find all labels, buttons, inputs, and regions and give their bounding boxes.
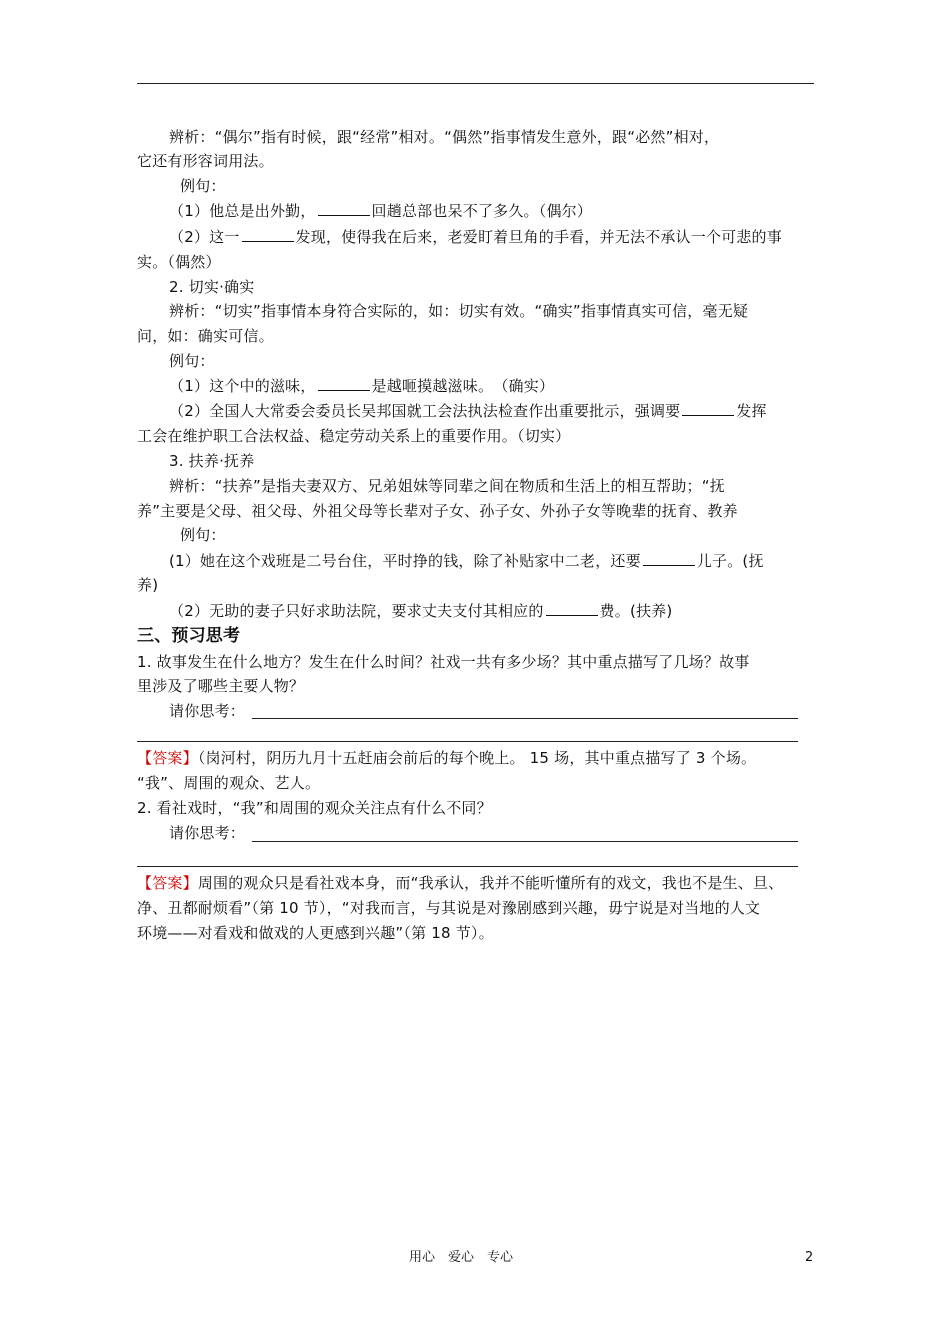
example-sentence [169,375,554,397]
answer-input-line[interactable] [137,866,798,867]
sentence-text: （2）无助的妻子只好求助法院，要求丈夫支付其相应的 [169,602,544,620]
fill-blank[interactable] [546,601,598,616]
example-sentence [169,200,592,222]
sentence-text: （1）他总是出外勤， [169,202,316,220]
sentence-text: (1）她在这个戏班是二号台住，平时挣的钱，除了补贴家中二老，还要 [169,552,641,570]
answer-input-line[interactable] [252,841,798,842]
sentence-text: 发挥 [736,402,767,420]
example-sentence [169,550,764,572]
example-sentence [169,226,782,248]
word-pair-title: 2. 切实·确实 [169,278,255,296]
sentence-text: （1）这个中的滋味， [169,377,316,395]
analysis-line: 它还有形容词用法。 [137,152,274,170]
think-prompt: 请你思考： [169,702,246,720]
header-rule [137,83,814,84]
sentence-text: 回趟总部也呆不了多久。（偶尔） [371,202,593,220]
question: 2. 看社戏时，“我”和周围的观众关注点有什么不同？ [137,799,492,817]
answer-text: “我”、周围的观众、艺人。 [137,774,321,792]
fill-blank[interactable] [682,401,734,416]
fill-blank[interactable] [318,376,370,391]
answer-content: （岗河村，阴历九月十五赶庙会前后的每个晚上。 15 场，其中重点描写了 3 个场。 [197,749,757,767]
sentence-text: 发现，使得我在后来，老爱盯着旦角的手看，并无法不承认一个可悲的事 [295,228,782,246]
example-sentence: 实。（偶然） [137,253,221,271]
sentence-text: 是越咂摸越滋味。 （确实） [371,377,555,395]
analysis-line: 辨析：“切实”指事情本身符合实际的，如：切实有效。“确实”指事情真实可信，毫无疑 [169,302,749,320]
analysis-line: 辨析：“扶养”是指夫妻双方、兄弟姐妹等同辈之间在物质和生活上的相互帮助；“抚 [169,477,725,495]
fill-blank[interactable] [643,551,695,566]
example-sentence [169,400,767,422]
word-pair-title: 3. 扶养·抚养 [169,452,255,470]
fill-blank[interactable] [318,201,370,216]
answer-content: 周围的观众只是看社戏本身，而“我承认，我并不能听懂所有的戏文，我也不是生、旦、 [197,874,784,892]
answer-text: 净、丑都耐烦看”（第 10 节），“对我而言，与其说是对豫剧感到兴趣，毋宁说是对当地的人文 [137,899,761,917]
section-heading: 三、预习思考 [137,626,241,646]
sentence-text: 费。(扶养) [599,602,673,620]
answer-text [137,872,783,894]
answer-text: 环境——对看戏和做戏的人更感到兴趣”（第 18 节）。 [137,924,494,942]
footer-slogan: 用心 爱心 专心 [409,1250,514,1265]
analysis-line: 问，如：确实可信。 [137,327,274,345]
sentence-text: （2）全国人大常委会委员长吴邦国就工会法执法检查作出重要批示，强调要 [169,402,681,420]
example-label: 例句： [169,352,215,370]
example-label: 例句： [180,177,226,195]
example-sentence: 养) [137,576,159,594]
answer-tag: 【答案】 [137,749,198,767]
answer-input-line[interactable] [137,741,798,742]
answer-text [137,747,756,769]
answer-tag: 【答案】 [137,874,198,892]
example-sentence: 工会在维护职工合法权益、稳定劳动关系上的重要作用。（切实） [137,427,571,445]
question: 里涉及了哪些主要人物？ [137,677,305,695]
sentence-text: 儿子。(抚 [696,552,764,570]
analysis-line: 养”主要是父母、祖父母、外祖父母等长辈对子女、孙子女、外孙子女等晚辈的抚育、教养 [137,502,738,520]
page-number: 2 [805,1250,814,1265]
think-prompt: 请你思考： [169,824,246,842]
example-label: 例句： [180,526,226,544]
analysis-line: 辨析：“偶尔”指有时候，跟“经常”相对。“偶然”指事情发生意外，跟“必然”相对， [169,128,720,146]
example-sentence [169,600,672,622]
sentence-text: （2）这一 [169,228,240,246]
answer-input-line[interactable] [252,718,798,719]
fill-blank[interactable] [242,227,294,242]
question: 1. 故事发生在什么地方？发生在什么时间？社戏一共有多少场？其中重点描写了几场？故事 [137,653,750,671]
